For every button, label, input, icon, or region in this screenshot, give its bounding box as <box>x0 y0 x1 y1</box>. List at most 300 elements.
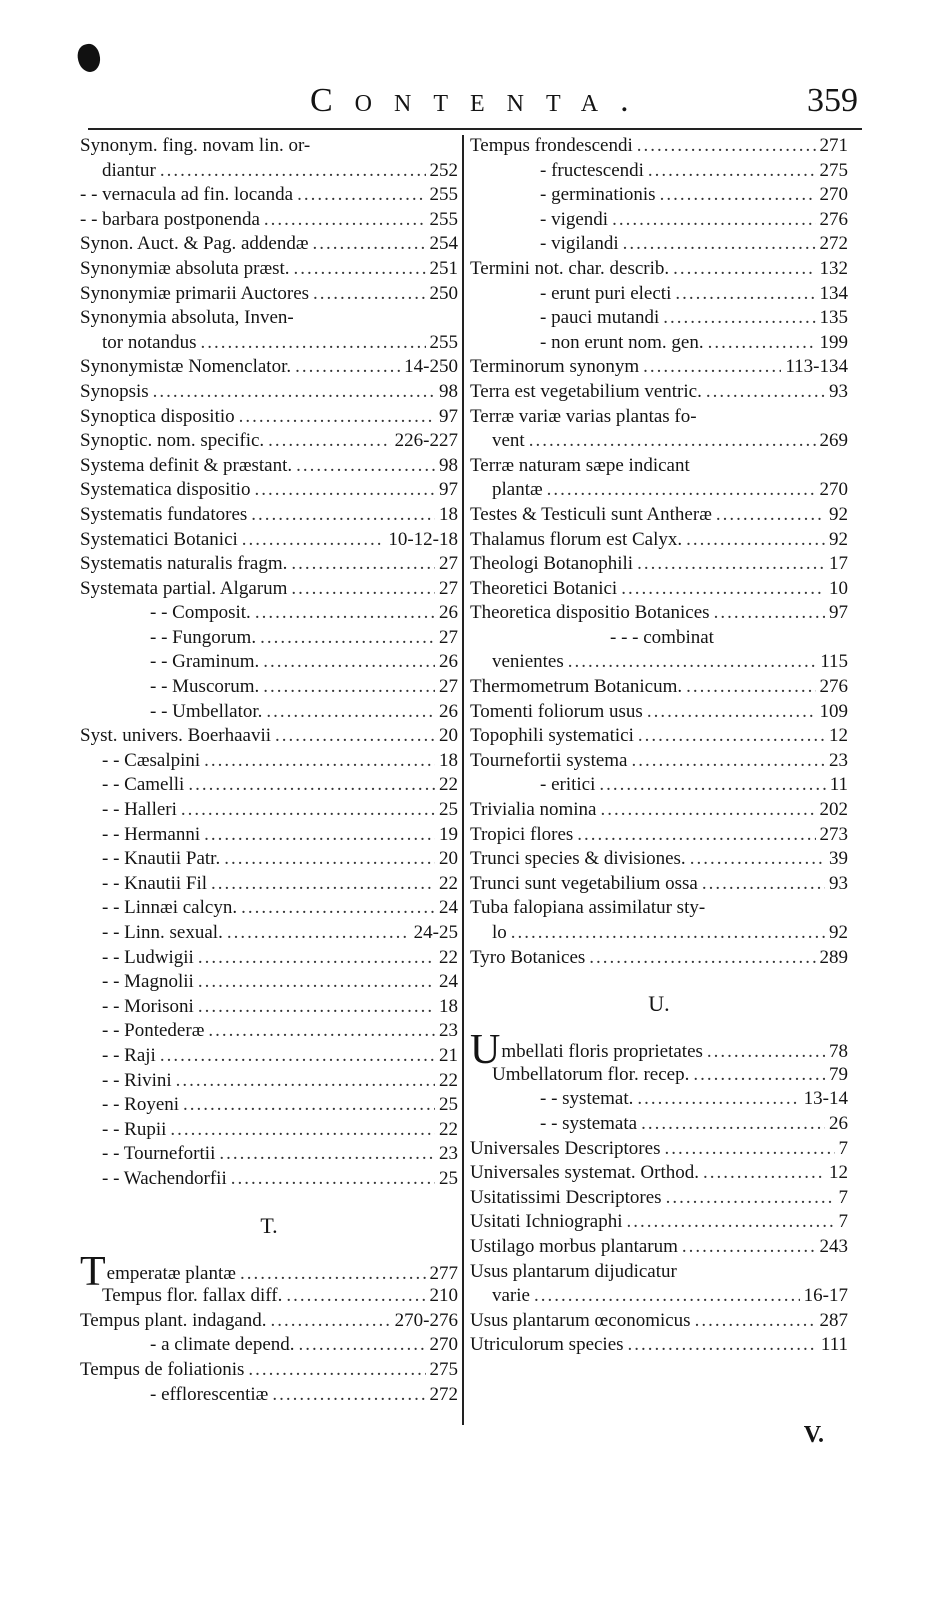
leader-dots <box>294 257 426 282</box>
entry-page: 10-12-18 <box>388 528 458 550</box>
index-entry <box>80 282 458 307</box>
leader-dots <box>313 282 425 307</box>
entry-page: 269 <box>819 430 848 452</box>
entry-page: 255 <box>429 184 458 206</box>
entry-term <box>540 1112 637 1137</box>
entry-term-text: - - Fungorum. <box>150 626 257 648</box>
leader-dots <box>673 257 815 282</box>
leader-dots <box>153 380 435 405</box>
entry-term <box>102 1118 166 1143</box>
entry-term <box>470 1260 677 1285</box>
entry-term <box>470 1186 662 1211</box>
entry-term-text: - efflorescentiæ <box>150 1383 269 1405</box>
entry-page: 19 <box>439 823 458 845</box>
index-entry <box>80 823 458 848</box>
entry-term-text: tor notandus <box>102 331 197 353</box>
entry-page: 27 <box>439 577 458 599</box>
entry-page: 27 <box>439 626 458 648</box>
leader-dots <box>714 601 825 626</box>
entry-page: 255 <box>429 208 458 230</box>
entry-term <box>80 134 310 159</box>
entry-term <box>80 429 264 454</box>
entry-term <box>540 159 644 184</box>
entry-page: 226-227 <box>394 430 458 452</box>
entry-page: 202 <box>819 799 848 821</box>
index-entry <box>470 257 848 282</box>
index-entry <box>80 429 458 454</box>
entry-page: 98 <box>439 380 458 402</box>
index-entry <box>80 159 458 184</box>
index-entry <box>470 1260 848 1285</box>
entry-page: 22 <box>439 946 458 968</box>
leader-dots <box>601 798 816 823</box>
leader-dots <box>529 429 816 454</box>
entry-term-text: - erunt puri electi <box>540 282 672 304</box>
entry-term <box>80 528 238 553</box>
leader-dots <box>660 183 816 208</box>
index-entry <box>80 1118 458 1143</box>
leader-dots <box>176 1069 435 1094</box>
leader-dots <box>272 1383 425 1408</box>
leader-dots <box>271 1309 391 1334</box>
entry-page: 27 <box>439 553 458 575</box>
index-entry <box>470 1210 848 1235</box>
entry-term-text: - - systemat. <box>540 1088 634 1110</box>
entry-term-text: - - Wachendorfii <box>102 1167 227 1189</box>
entry-page: 20 <box>439 725 458 747</box>
index-entry <box>470 159 848 184</box>
entry-term-text: - - Graminum. <box>150 651 260 673</box>
entry-term-text: Tyro Botanices <box>470 946 586 968</box>
index-entry <box>470 601 848 626</box>
entry-term-text: Systematis naturalis fragm. <box>80 553 288 575</box>
entry-term <box>102 970 194 995</box>
index-entry <box>80 970 458 995</box>
entry-term-text: - - Knautii Fil <box>102 872 208 894</box>
index-entry <box>80 134 458 159</box>
entry-term <box>150 700 262 725</box>
entry-term <box>470 355 639 380</box>
leader-dots <box>255 601 435 626</box>
entry-term-text: - - Rupii <box>102 1118 167 1140</box>
entry-page: 12 <box>829 1162 848 1184</box>
entry-page: 272 <box>429 1383 458 1405</box>
leader-dots <box>664 1137 834 1162</box>
entry-term <box>102 1069 172 1094</box>
entry-term-text: Topophili systematici <box>470 725 634 747</box>
entry-page: 109 <box>819 700 848 722</box>
entry-page: 20 <box>439 848 458 870</box>
leader-dots <box>637 1087 799 1112</box>
entry-term-text: Usus plantarum dijudicatur <box>470 1260 677 1282</box>
entry-term <box>470 823 573 848</box>
entry-term-text: - - Pontederæ <box>102 1020 205 1042</box>
leader-dots <box>295 355 400 380</box>
section-heading-u: U. <box>648 991 670 1017</box>
entry-term-text: Universales systemat. Orthod. <box>470 1162 700 1184</box>
index-entry <box>470 208 848 233</box>
entry-page: 11 <box>829 774 848 796</box>
entry-term <box>470 872 698 897</box>
leader-dots <box>188 773 435 798</box>
entry-page: 243 <box>819 1235 848 1257</box>
index-entry <box>80 528 458 553</box>
entry-term-text: Tempus flor. fallax diff. <box>102 1285 283 1307</box>
entry-term-text: Synonymiæ absoluta præst. <box>80 257 290 279</box>
leader-dots <box>627 1210 835 1235</box>
entry-term <box>492 650 564 675</box>
index-entry <box>80 749 458 774</box>
entry-term-text: lo <box>492 922 507 943</box>
index-entry <box>80 306 458 331</box>
entry-term-text: Tempus frondescendi <box>470 135 633 156</box>
entry-page: 270 <box>429 1334 458 1356</box>
index-entry <box>470 1161 848 1186</box>
entry-term <box>540 183 656 208</box>
entry-page: 22 <box>439 872 458 894</box>
leader-dots <box>263 675 435 700</box>
leader-dots <box>695 1309 816 1334</box>
entry-term <box>470 1333 624 1358</box>
entry-page: 26 <box>439 602 458 624</box>
entry-term <box>80 1358 244 1383</box>
entry-term <box>470 1309 691 1334</box>
entry-page: 97 <box>829 602 848 624</box>
leader-dots <box>224 847 435 872</box>
entry-term <box>470 257 669 282</box>
entry-term-text: Tempus de foliationis <box>80 1358 245 1380</box>
entry-term <box>470 528 682 553</box>
entry-term <box>470 1235 678 1260</box>
entry-term <box>150 1383 268 1408</box>
entry-term-text: Theoretici Botanici <box>470 577 618 599</box>
entry-term <box>150 601 251 626</box>
leader-dots <box>231 1167 435 1192</box>
index-entry <box>80 872 458 897</box>
catchword: V. <box>803 1422 824 1448</box>
entry-term <box>540 1087 633 1112</box>
entry-page: 16-17 <box>803 1285 848 1307</box>
entry-term-text: - - Knautii Patr. <box>102 848 221 870</box>
entry-term-text: - vigendi <box>540 208 609 230</box>
index-entry <box>80 601 458 626</box>
entry-term-text: - - Tournefortii <box>102 1143 216 1165</box>
entry-page: 21 <box>439 1044 458 1066</box>
entry-term-text: Synonymiæ primarii Auctores <box>80 282 310 304</box>
entry-term-text: Ustilago morbus plantarum <box>470 1235 678 1257</box>
entry-page: 270 <box>819 479 848 501</box>
leader-dots <box>268 429 391 454</box>
entry-term <box>80 454 292 479</box>
index-entry <box>80 355 458 380</box>
entry-page: 26 <box>439 700 458 722</box>
entry-term <box>80 552 287 577</box>
entry-page: 79 <box>829 1063 848 1085</box>
entry-page: 250 <box>429 282 458 304</box>
leader-dots <box>638 724 825 749</box>
index-entry <box>470 429 848 454</box>
entry-page: 10 <box>829 577 848 599</box>
entry-page: 132 <box>819 257 848 279</box>
entry-page: 18 <box>439 995 458 1017</box>
index-entry <box>470 675 848 700</box>
entry-term <box>470 380 702 405</box>
entry-term-text: Usitatissimi Descriptores <box>470 1186 662 1208</box>
leader-dots <box>612 208 815 233</box>
entry-term <box>540 306 659 331</box>
entry-term-text: Usitati Ichniographi <box>470 1211 623 1233</box>
entry-term-text: - - Hermanni <box>102 823 201 845</box>
entry-page: 270-276 <box>394 1309 458 1331</box>
entry-term-text: - - Morisoni <box>102 995 194 1017</box>
entry-page: 289 <box>819 946 848 968</box>
entry-term-text: Terræ naturam sæpe indicant <box>470 454 690 476</box>
entry-page: 135 <box>819 307 848 329</box>
entry-term <box>80 232 309 257</box>
leader-dots <box>637 552 825 577</box>
leader-dots <box>198 970 435 995</box>
entry-page: 14-250 <box>404 356 458 378</box>
leader-dots <box>211 872 435 897</box>
entry-page: 23 <box>439 1143 458 1165</box>
entry-term-text: Systemata partial. Algarum <box>80 577 288 599</box>
entry-page: 134 <box>819 282 848 304</box>
entry-term-text: - - Camelli <box>102 774 185 796</box>
entry-term-text: - - Ludwigii <box>102 946 194 968</box>
leader-dots <box>702 872 825 897</box>
entry-term-text: Systema definit & præstant. <box>80 454 293 476</box>
entry-page: 275 <box>819 159 848 181</box>
index-entry <box>80 1383 458 1408</box>
entry-page: 93 <box>829 380 848 402</box>
entry-term <box>540 331 704 356</box>
index-entry <box>80 626 458 651</box>
leader-dots <box>296 454 435 479</box>
index-entry <box>80 1069 458 1094</box>
entry-page: 23 <box>829 749 848 771</box>
index-entry <box>470 1063 848 1088</box>
entry-page: 26 <box>439 651 458 673</box>
index-entry <box>80 724 458 749</box>
index-entry <box>470 503 848 528</box>
entry-page: 12 <box>829 725 848 747</box>
entry-page: 276 <box>819 208 848 230</box>
entry-page: 277 <box>429 1262 458 1284</box>
entry-term <box>102 921 223 946</box>
index-entry <box>80 1248 458 1295</box>
index-entry <box>470 454 848 479</box>
entry-term <box>470 798 597 823</box>
entry-term-text: - germinationis <box>540 184 656 206</box>
entry-term-text: Synonym. fing. novam lin. or- <box>80 135 311 156</box>
entry-term-text: Synopsis <box>80 380 149 402</box>
index-entry <box>80 896 458 921</box>
entry-page: 93 <box>829 872 848 894</box>
entry-term-text: Theologi Botanophili <box>470 553 634 575</box>
left-column <box>80 134 458 1407</box>
entry-term-text: Thermometrum Botanicum. <box>470 676 683 698</box>
entry-term-text: Synonymia absoluta, Inven- <box>80 307 294 329</box>
index-entry <box>470 282 848 307</box>
leader-dots <box>181 798 435 823</box>
entry-term-text: Tournefortii systema <box>470 749 628 771</box>
entry-page: 273 <box>819 823 848 845</box>
entry-term <box>102 847 220 872</box>
index-entry <box>80 454 458 479</box>
index-entry <box>80 405 458 430</box>
index-entry <box>470 1186 848 1211</box>
entry-term-text: - - Muscorum. <box>150 676 260 698</box>
leader-dots <box>511 921 825 946</box>
index-entry <box>470 823 848 848</box>
entry-term <box>540 773 595 798</box>
entry-term <box>102 946 194 971</box>
entry-page: 210 <box>429 1285 458 1307</box>
entry-page: 25 <box>439 1094 458 1116</box>
entry-term-text: Tropici flores <box>470 823 574 845</box>
leader-dots <box>264 208 426 233</box>
entry-term-text: Theoretica dispositio Botanices <box>470 602 710 624</box>
right-column <box>470 134 848 1358</box>
entry-term <box>492 429 525 454</box>
entry-term-text: - - Raji <box>102 1044 156 1066</box>
leader-dots <box>248 1358 425 1383</box>
entry-page: 113-134 <box>785 356 848 378</box>
entry-page: 24 <box>439 897 458 919</box>
running-title: Contenta. <box>310 82 651 119</box>
leader-dots <box>707 1040 825 1065</box>
index-entry <box>80 798 458 823</box>
entry-term <box>102 749 200 774</box>
leader-dots <box>242 528 385 553</box>
index-entry <box>80 1333 458 1358</box>
index-entry <box>470 626 848 651</box>
leader-dots <box>686 528 825 553</box>
entry-term <box>80 1248 236 1295</box>
entry-page: 25 <box>439 1167 458 1189</box>
entry-term-text: Synon. Auct. & Pag. addendæ <box>80 233 309 255</box>
entry-page: 24-25 <box>413 922 458 943</box>
entry-page: 39 <box>829 848 848 870</box>
entry-term <box>470 749 628 774</box>
leader-dots <box>183 1093 435 1118</box>
entry-term-text: - - Linn. sexual. <box>102 922 223 943</box>
entry-term-text: Systematis fundatores <box>80 503 248 525</box>
entry-term <box>80 183 293 208</box>
index-entry <box>80 380 458 405</box>
leader-dots <box>160 159 426 184</box>
entry-term <box>150 1333 295 1358</box>
entry-term-text: - a climate depend. <box>150 1334 295 1356</box>
entry-page: 272 <box>819 233 848 255</box>
index-entry <box>470 724 848 749</box>
entry-term-text: - eritici <box>540 774 596 796</box>
leader-dots <box>693 1063 825 1088</box>
ink-blot <box>75 42 103 75</box>
entry-page: 7 <box>838 1186 848 1208</box>
leader-dots <box>621 577 825 602</box>
entry-term-text: vent <box>492 430 525 452</box>
entry-term <box>470 405 697 430</box>
index-entry <box>80 1167 458 1192</box>
entry-term <box>102 159 156 184</box>
index-entry <box>470 896 848 921</box>
entry-term-text: - pauci mutandi <box>540 307 660 329</box>
entry-term-text: Systematici Botanici <box>80 528 238 550</box>
entry-page: 23 <box>439 1020 458 1042</box>
entry-term <box>492 1284 530 1309</box>
entry-page: 252 <box>429 159 458 181</box>
entry-page: 111 <box>820 1334 848 1356</box>
entry-page: 22 <box>439 1118 458 1140</box>
page-number: 359 <box>807 82 858 119</box>
index-entry <box>80 577 458 602</box>
entry-term <box>80 405 235 430</box>
entry-term <box>80 208 260 233</box>
index-entry <box>470 749 848 774</box>
entry-page: 255 <box>429 331 458 353</box>
entry-term-text: Systematica dispositio <box>80 479 251 501</box>
index-entry <box>470 1309 848 1334</box>
entry-term <box>540 282 671 307</box>
entry-term <box>470 675 682 700</box>
entry-term <box>470 1210 623 1235</box>
entry-term <box>470 134 633 159</box>
entry-page: 98 <box>439 454 458 476</box>
leader-dots <box>291 577 435 602</box>
leader-dots <box>313 232 426 257</box>
entry-term-text: Thalamus florum est Calyx. <box>470 528 683 550</box>
index-entry <box>80 232 458 257</box>
index-entry <box>80 946 458 971</box>
entry-term-text: - vigilandi <box>540 233 619 255</box>
leader-dots <box>204 823 435 848</box>
entry-term <box>102 331 196 356</box>
entry-term <box>470 847 686 872</box>
entry-term-text: Synonymistæ Nomenclator. <box>80 356 292 378</box>
entry-term <box>150 675 259 700</box>
entry-term <box>610 626 714 651</box>
index-entry <box>80 1093 458 1118</box>
entry-term <box>102 1167 227 1192</box>
index-entry <box>470 872 848 897</box>
index-entry <box>80 847 458 872</box>
entry-page: 254 <box>429 233 458 255</box>
leader-dots <box>160 1044 435 1069</box>
leader-dots <box>643 355 781 380</box>
entry-term <box>492 921 507 946</box>
index-entry <box>470 331 848 356</box>
leader-dots <box>568 650 816 675</box>
entry-term <box>102 1044 156 1069</box>
entry-term-text: - - Magnolii <box>102 971 194 993</box>
leader-dots <box>239 405 435 430</box>
entry-term-text: - - Umbellator. <box>150 700 263 722</box>
entry-term-text: Trivialia nomina <box>470 799 597 821</box>
entry-page: 78 <box>829 1041 848 1063</box>
drop-initial: U <box>470 1027 501 1074</box>
entry-term-text: venientes <box>492 651 564 673</box>
leader-dots <box>663 306 815 331</box>
entry-page: 270 <box>819 184 848 206</box>
entry-page: 18 <box>439 503 458 525</box>
index-entry <box>80 1019 458 1044</box>
index-entry <box>80 921 458 946</box>
index-entry <box>470 847 848 872</box>
leader-dots <box>260 626 435 651</box>
index-entry <box>470 1284 848 1309</box>
index-entry <box>80 183 458 208</box>
